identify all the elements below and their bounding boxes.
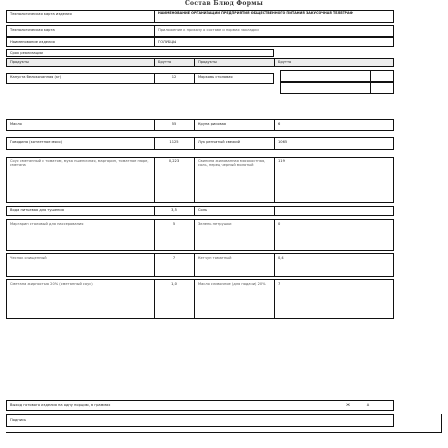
row2-label: Технологическая карта — [10, 28, 55, 32]
footer-label: Подпись — [10, 418, 27, 422]
row-cell-a: Масло — [10, 122, 22, 126]
row2-value: Приложение к приказу о составе и нормах закладки — [158, 28, 259, 32]
col-d-header: Брутто — [278, 60, 292, 64]
right-border — [441, 414, 442, 433]
row-cell-c: Соль — [198, 208, 208, 212]
row-cell-b: 1,0 — [171, 282, 177, 286]
header-right: НАИМЕНОВАНИЕ ОРГАНИЗАЦИИ ПРЕДПРИЯТИЯ ОБЩЕСТВЕННОГО ПИТАНИЯ ЗАКУСОЧНАЯ ТЕЛЕГРАФ — [158, 11, 353, 15]
row-cell-a: Соус сметанный с томатом, мука пшеничная, маргарин, томатное пюре, сметана — [10, 159, 150, 168]
row3-label: Наименование изделия — [10, 40, 55, 44]
row-cell-b: 7 — [172, 256, 176, 260]
row-cell-d: 1065 — [278, 140, 288, 144]
row-cell-a: Вода питьевая для тушения — [10, 208, 64, 212]
header-left: Технологическая карта изделия — [10, 12, 72, 16]
row-cell-b: 12 — [171, 75, 177, 79]
row-cell-c: Масло сливочное (для подачи) 20% — [198, 282, 266, 286]
row-cell-c: Зелень петрушки — [198, 222, 232, 226]
row-cell-d: 0 — [278, 222, 281, 226]
row-cell-a: Чеснок очищенный — [10, 256, 47, 260]
row-cell-b: 55 — [171, 122, 177, 126]
form-title: Состав Блюд Формы — [184, 0, 264, 7]
totals-value2: А — [366, 403, 370, 407]
row-cell-b: 0,223 — [168, 159, 180, 163]
row-cell-c: Крупа рисовая — [198, 122, 226, 126]
row-cell-b: 1125 — [169, 140, 179, 144]
row-cell-d: 6 — [278, 122, 281, 126]
col-b-header: Брутто — [158, 60, 172, 64]
side-box-lower — [280, 82, 394, 94]
row-cell-a: Сметана жирностью 20% (сметанный соус) — [10, 282, 93, 286]
row-cell-c: Кетчуп томатный — [198, 256, 232, 260]
row-cell-a: Говядина (котлетное мясо) — [10, 140, 63, 144]
row3-value: ГОЛУБЦЫ — [158, 40, 177, 44]
row-cell-c: Свинина жилованная мясокостная, соль, перец черный молотый — [198, 159, 267, 168]
side-box-upper — [280, 70, 394, 82]
row-cell-c: Лук репчатый свежий — [198, 140, 240, 144]
totals-label: Выход готового изделия на одну порцию, в граммах — [10, 403, 111, 407]
col-a-header: Продукты — [10, 60, 29, 64]
bottom-border — [6, 432, 442, 433]
row4-label: Срок реализации — [10, 51, 43, 55]
totals-value1: Ж — [346, 403, 350, 407]
row-cell-b: 5 — [172, 222, 176, 226]
row-cell-b: 3,5 — [171, 208, 177, 212]
col-c-header: Продукты — [198, 60, 217, 64]
row-cell-d: 0,4 — [278, 256, 284, 260]
row-cell-d: 119 — [278, 159, 285, 163]
row-cell-d: 7 — [278, 282, 281, 286]
row-cell-c: Морковь столовая — [198, 75, 233, 79]
row-cell-a: Капуста белокочанная (кг) — [10, 75, 62, 79]
row-cell-a: Маргарин столовый для пассерования — [10, 222, 84, 226]
